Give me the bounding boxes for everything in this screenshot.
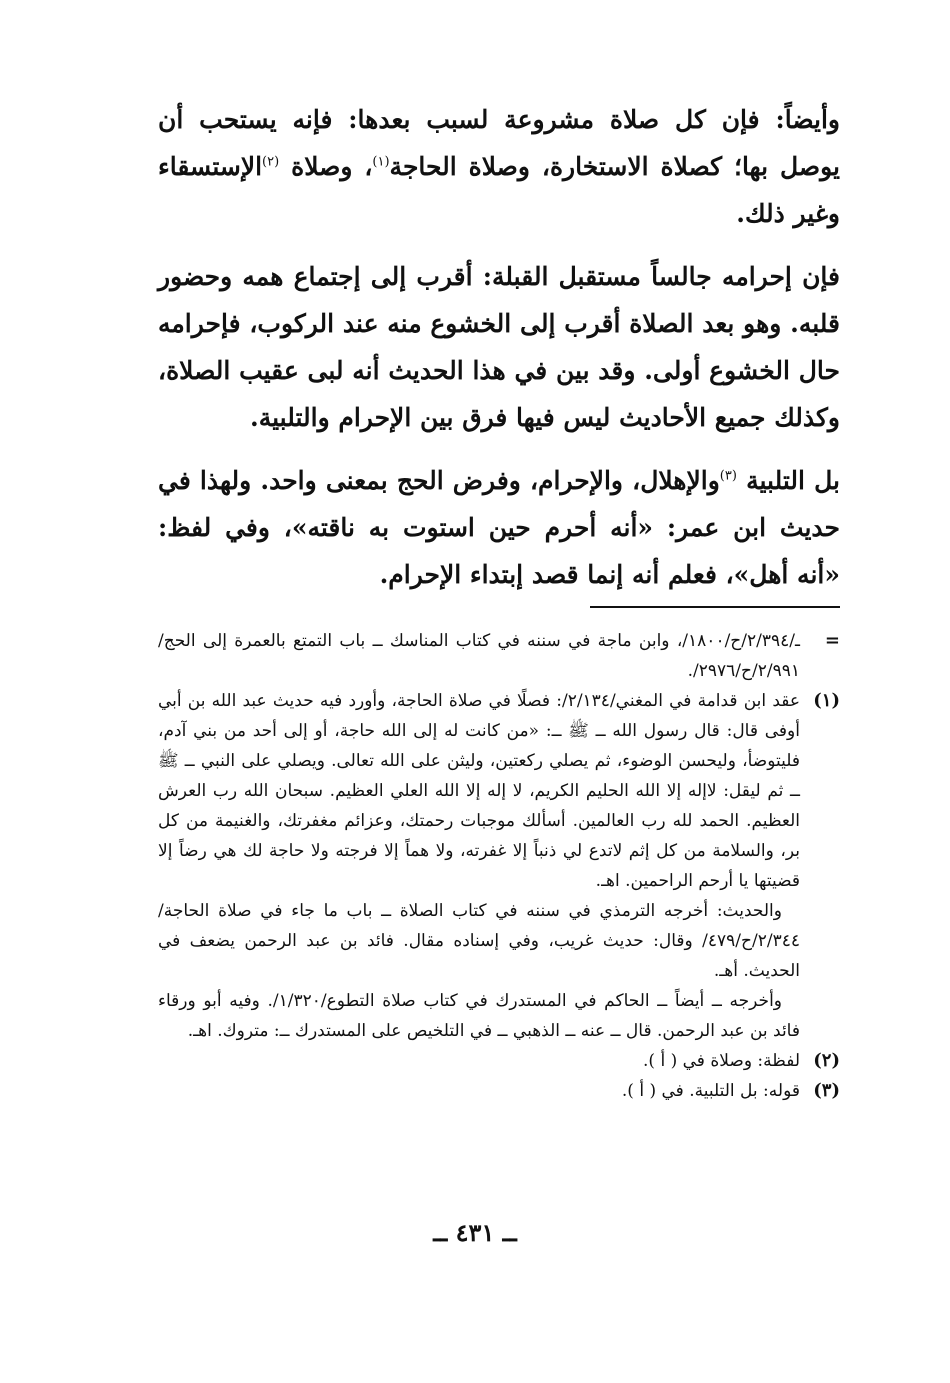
footnote-2 [158, 1046, 840, 1076]
footnote-1 [158, 686, 840, 896]
footnote-continuation [158, 626, 840, 686]
footnote-1-marker: (١) [813, 690, 840, 711]
footnote-3-text: قوله: بل التلبية. في ( أ ). [621, 1081, 800, 1101]
continuation-mark: = [824, 630, 840, 651]
footnote-ref-2[interactable]: (٢) [262, 154, 280, 170]
footnote-3 [158, 1076, 840, 1106]
footnote-1-paragraph-2: والحديث: أخرجه الترمذي في سننه في كتاب الصلاة ــ باب ما جاء في صلاة الحاجة/٢/٣٤٤/ح/٤٧٩/ وقال: حديث غريب، وفي إسناده مقال. فائد بن عبد الرحمن يضعف في الحديث. أهـ. [158, 901, 800, 981]
footnote-2-text: لفظة: وصلاة في ( أ ). [643, 1051, 800, 1071]
footnote-1-paragraph-3: وأخرجه ــ أيضاً ــ الحاكم في المستدرك في كتاب صلاة التطوع/١/٣٢٠/. وفيه أبو ورقاء فائد بن عبد الرحمن. قال ــ عنه ــ الذهبي ــ في التلخيص على المستدرك ــ: متروك. اهـ. [158, 991, 800, 1041]
footnote-ref-1[interactable]: (١) [372, 154, 390, 170]
footnote-3-marker: (٣) [813, 1080, 840, 1101]
paragraph-2: فإن إحرامه جالساً مستقبل القبلة: أقرب إلى إجتماع همه وحضور قلبه. وهو بعد الصلاة أقرب إلى الخشوع منه عند الركوب، فإحرامه حال الخشوع أولى. وقد بين في هذا الحديث أنه لبى عقيب الصلاة، وكذلك جميع الأحاديث ليس فيها فرق بين الإحرام والتلبية. [158, 262, 840, 432]
page-number: ــ ٤٣١ ــ [433, 1218, 517, 1247]
paragraph-1: وأيضاً: فإن كل صلاة مشروعة لسبب بعدها: فإنه يستحب أن يوصل بها؛ كصلاة الاستخارة، وصلاة الحاجة$^{(١)}$، وصلاة $^{(٢)}$الإستسقاء وغير ذلك. [158, 105, 840, 228]
footnote-ref-3[interactable]: (٣) [719, 468, 737, 484]
footnote-1-text: عقد ابن قدامة في المغني/٢/١٣٤/: فصلًا في صلاة الحاجة، وأورد فيه حديث عبد الله بن أبي أوفى قال: قال رسول الله ــ ﷺ ــ: «من كانت له إلى الله حاجة، أو إلى أحد من بني آدم، فليتوضأ، وليحسن الوضوء، ثم يصلي ركعتين، وليثن على الله تعالى. ويصلي على النبي ــ ﷺ ــ ثم ليقل: لاإله إلا الله الحليم الكريم، لا إله إلا الله العلي العظيم. سبحان الله رب العرش العظيم. الحمد لله رب العالمين. أسألك موجبات رحمتك، وعزائم مغفرتك، والغنيمة من كل بر، والسلامة من كل إثم لاتدع لي ذنباً إلا غفرته، ولا هماً إلا فرجته ولا حاجة لك هي رضاً إلا قضيتها يا أرحم الراحمين. اهـ. [158, 691, 800, 891]
main-text [158, 96, 840, 598]
footnotes [158, 626, 840, 1106]
paragraph-3: بل التلبية $^{(٣)}$والإهلال، والإحرام، وفرض الحج بمعنى واحد. ولهذا في حديث ابن عمر: «أنه أحرم حين استوت به ناقته»، وفي لفظ: «أنه أهل»، فعلم أنه إنما قصد إبتداء الإحرام. [158, 466, 840, 589]
footnote-divider [590, 606, 840, 608]
footnote-continuation-text: ـ/٢/٣٩٤/ح/١٨٠٠/، وابن ماجة في سننه في كتاب المناسك ــ باب التمتع بالعمرة إلى الحج/٢/٩٩١/ح/٢٩٧٦/. [158, 631, 800, 681]
page-content [158, 96, 840, 1106]
footnote-2-marker: (٢) [813, 1050, 840, 1071]
